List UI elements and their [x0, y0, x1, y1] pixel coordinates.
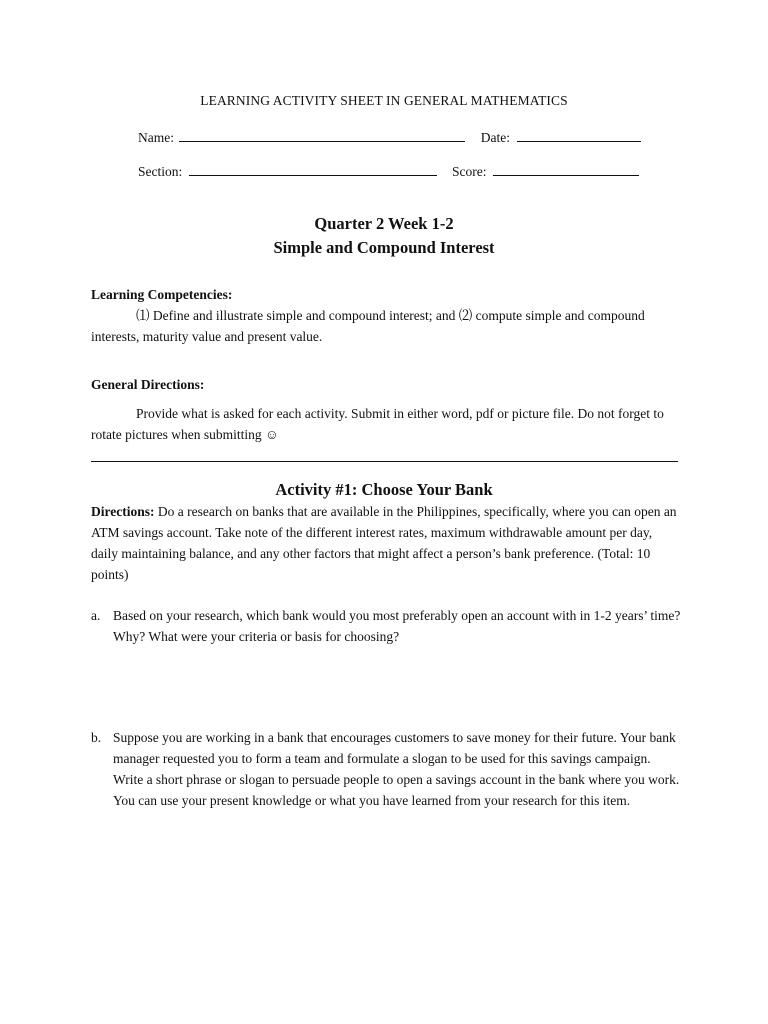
- item-marker: a.: [91, 608, 101, 623]
- directions-text: Do a research on banks that are available in the Philippines, specifically, where you can open an ATM savings account. Take note of the different interest rates, maximum withdrawable amount per day, daily maintaining balance, and any other factors that might affect a person’s bank preference. (Total: 10 points): [91, 504, 677, 582]
- quarter-week-heading: Quarter 2 Week 1-2: [314, 214, 454, 233]
- score-label: Score:: [452, 164, 487, 179]
- date-blank: [517, 128, 641, 142]
- section-divider: [91, 461, 678, 462]
- activity-item-a: [91, 605, 681, 647]
- competencies-text: ⑴ Define and illustrate simple and compound interest; and ⑵ compute simple and compound interests, maturity value and present value.: [91, 308, 645, 344]
- activity-1-directions: [91, 501, 681, 585]
- item-marker: b.: [91, 730, 102, 745]
- section-score-row: [138, 162, 639, 180]
- competencies-heading: Learning Competencies:: [91, 287, 233, 302]
- name-date-row: [138, 128, 641, 146]
- item-text: Suppose you are working in a bank that encourages customers to save money for their future. Your bank manager requested you to form a team and formulate a slogan to be used for this savings campaign. Write a short phrase or slogan to persuade people to open a savings account in the bank where you work. You can use your present knowledge or what you have learned from your research for this item.: [113, 730, 680, 808]
- name-label: Name:: [138, 130, 174, 145]
- section-blank: [189, 162, 437, 176]
- date-label: Date:: [480, 130, 510, 145]
- score-blank: [493, 162, 639, 176]
- section-label: Section:: [138, 164, 183, 179]
- sheet-title: LEARNING ACTIVITY SHEET IN GENERAL MATHEMATICS: [200, 93, 568, 108]
- general-directions-heading: General Directions:: [91, 377, 205, 392]
- activity-1-title: Activity #1: Choose Your Bank: [275, 480, 493, 499]
- name-blank: [179, 128, 465, 142]
- activity-item-b: [91, 727, 681, 811]
- topic-heading: Simple and Compound Interest: [273, 238, 495, 257]
- item-text: Based on your research, which bank would you most preferably open an account with in 1-2 years’ time? Why? What were your criteria or basis for choosing?: [113, 608, 681, 644]
- general-directions-text: Provide what is asked for each activity. Submit in either word, pdf or picture file. Do not forget to rotate pictures when submitting ☺: [91, 406, 664, 442]
- directions-label: Directions:: [91, 504, 155, 519]
